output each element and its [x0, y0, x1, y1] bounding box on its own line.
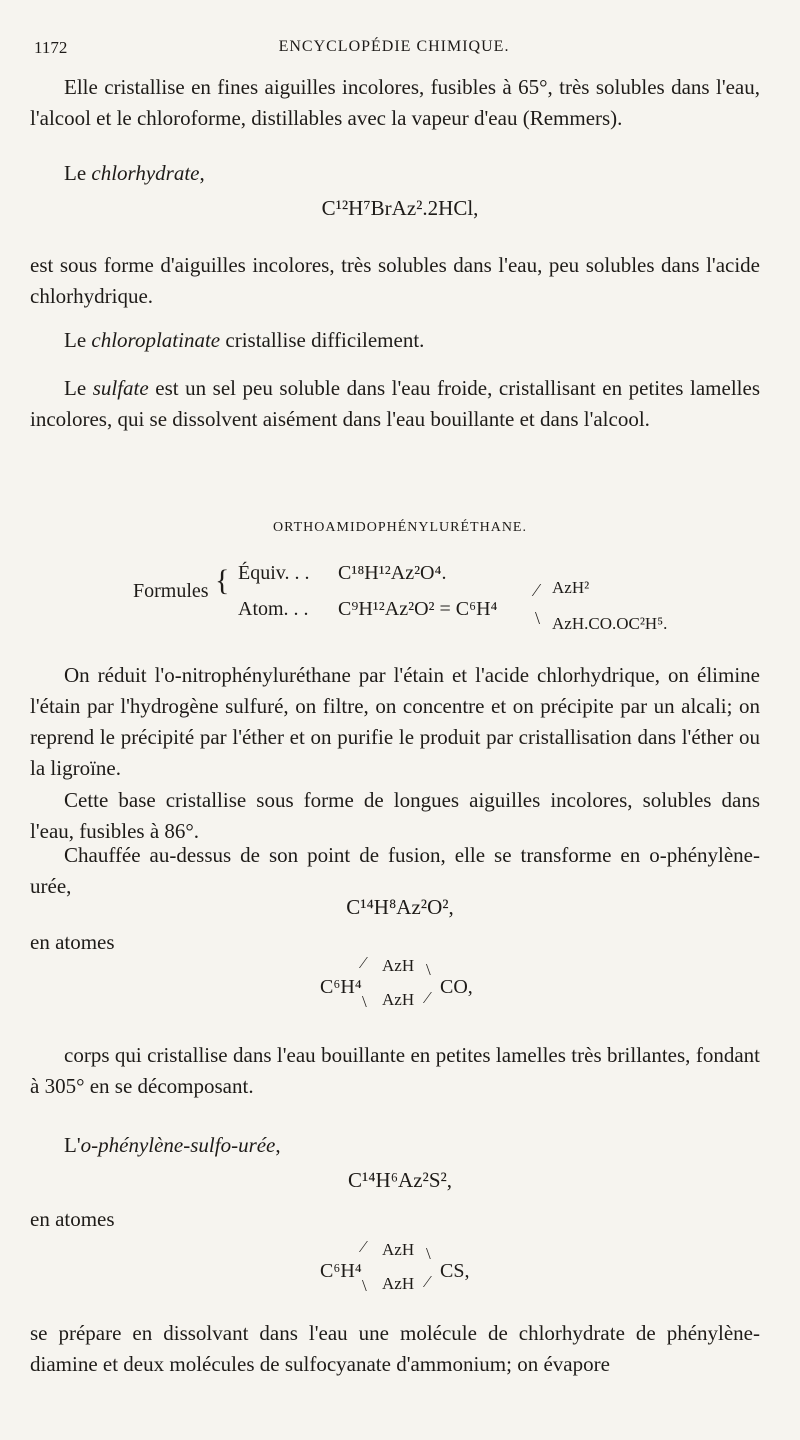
thiourea-lower: AzH	[382, 1274, 415, 1293]
en-atomes-2: en atomes	[30, 1207, 115, 1231]
equiv-formula: C¹⁸H¹²Az²O⁴.	[338, 562, 447, 584]
paragraph-8: Chauffée au-dessus de son point de fusion, elle se transforme en o-phénylène-urée,	[30, 843, 760, 898]
formula-urea: C¹⁴H⁸Az²O²,	[346, 895, 454, 919]
formulas-label: Formules	[133, 580, 209, 602]
urea-right: CO,	[440, 976, 473, 998]
term-sulfate: sulfate	[92, 376, 149, 400]
formula-thiourea: C¹⁴H⁶Az²S²,	[347, 1168, 453, 1192]
paragraph-chloroplatinate: Le chloroplatinate cristallise difficilement.	[64, 328, 425, 352]
bond-up: ⁄	[535, 580, 539, 600]
urea-left-bonds: ⁄	[362, 953, 365, 972]
term-chloroplatinate: chloroplatinate	[91, 328, 221, 352]
atom-lower-group: AzH.CO.OC²H⁵.	[552, 614, 668, 633]
atom-formula: C⁹H¹²Az²O² = C⁶H⁴	[338, 598, 498, 620]
urea-right-bond-upper: \	[426, 960, 431, 979]
paragraph-1: Elle cristallise en fines aiguilles incolores, fusibles à 65°, très solubles dans l'eau, l'alcool et le chloroforme, distillables avec la vapeur d'eau (Remmers).	[30, 75, 760, 130]
equiv-label: Équiv. . .	[238, 562, 310, 584]
running-title: ENCYCLOPÉDIE CHIMIQUE.	[278, 38, 510, 55]
section-heading: ORTHOAMIDOPHÉNYLURÉTHANE.	[273, 520, 527, 535]
thiourea-upper: AzH	[382, 1240, 415, 1259]
paragraph-6: On réduit l'o-nitrophényluréthane par l'étain et l'acide chlorhydrique, on élimine l'étain par l'hydrogène sulfuré, on filtre, on concentre et on précipite par un alcali; on reprend le précipité par l'éther et on purifie le produit par cristallisation dans l'éther ou la ligroïne.	[30, 663, 760, 780]
paragraph-3: est sous forme d'aiguilles incolores, très solubles dans l'eau, peu solubles dans l'acide chlorhydrique.	[30, 253, 760, 308]
paragraph-11: se prépare en dissolvant dans l'eau une molécule de chlorhydrate de phénylène-diamine et deux molécules de sulfocyanate d'ammonium; on évapore	[30, 1321, 760, 1376]
atom-upper-group: AzH²	[552, 578, 590, 597]
thiourea-left-bond-lower: \	[362, 1276, 367, 1295]
urea-left: C⁶H⁴	[320, 976, 362, 998]
page-header	[28, 38, 760, 62]
page-number: 1172	[34, 38, 68, 57]
en-atomes-1: en atomes	[30, 930, 115, 954]
term-sulfo-uree: o-phénylène-sulfo-urée	[80, 1133, 276, 1157]
paragraph-sulfate: Le sulfate est un sel peu soluble dans l'eau froide, cristallisant en petites lamelles incolores, qui se dissolvent aisément dans l'eau bouillante et dans l'alcool.	[30, 376, 760, 431]
brace-glyph: {	[215, 564, 230, 597]
urea-lower: AzH	[382, 990, 415, 1009]
paragraph-9: corps qui cristallise dans l'eau bouillante en petites lamelles très brillantes, fondant à 305° en se décomposant.	[30, 1043, 760, 1098]
thiourea-left: C⁶H⁴	[320, 1260, 362, 1282]
urea-left-bond-lower: \	[362, 992, 367, 1011]
term-chlorhydrate: chlorhydrate	[91, 161, 200, 185]
urea-upper: AzH	[382, 956, 415, 975]
atom-label: Atom. . .	[238, 598, 309, 620]
thiourea-right: CS,	[440, 1260, 470, 1282]
formula-chlorhydrate: C¹²H⁷BrAz².2HCl,	[321, 196, 479, 220]
paragraph-7: Cette base cristallise sous forme de longues aiguilles incolores, solubles dans l'eau, fusibles à 86°.	[30, 788, 760, 843]
bond-down: \	[535, 608, 541, 628]
thiourea-right-bond-lower: ⁄	[426, 1272, 429, 1291]
urea-right-bond-lower: ⁄	[426, 988, 429, 1007]
paragraph-sulfo-uree: L'o-phénylène-sulfo-urée,	[64, 1133, 281, 1157]
paragraph-chlorhydrate: Le chlorhydrate,	[64, 161, 205, 185]
thiourea-left-bond-upper: ⁄	[362, 1237, 365, 1256]
thiourea-right-bond-upper: \	[426, 1244, 431, 1263]
